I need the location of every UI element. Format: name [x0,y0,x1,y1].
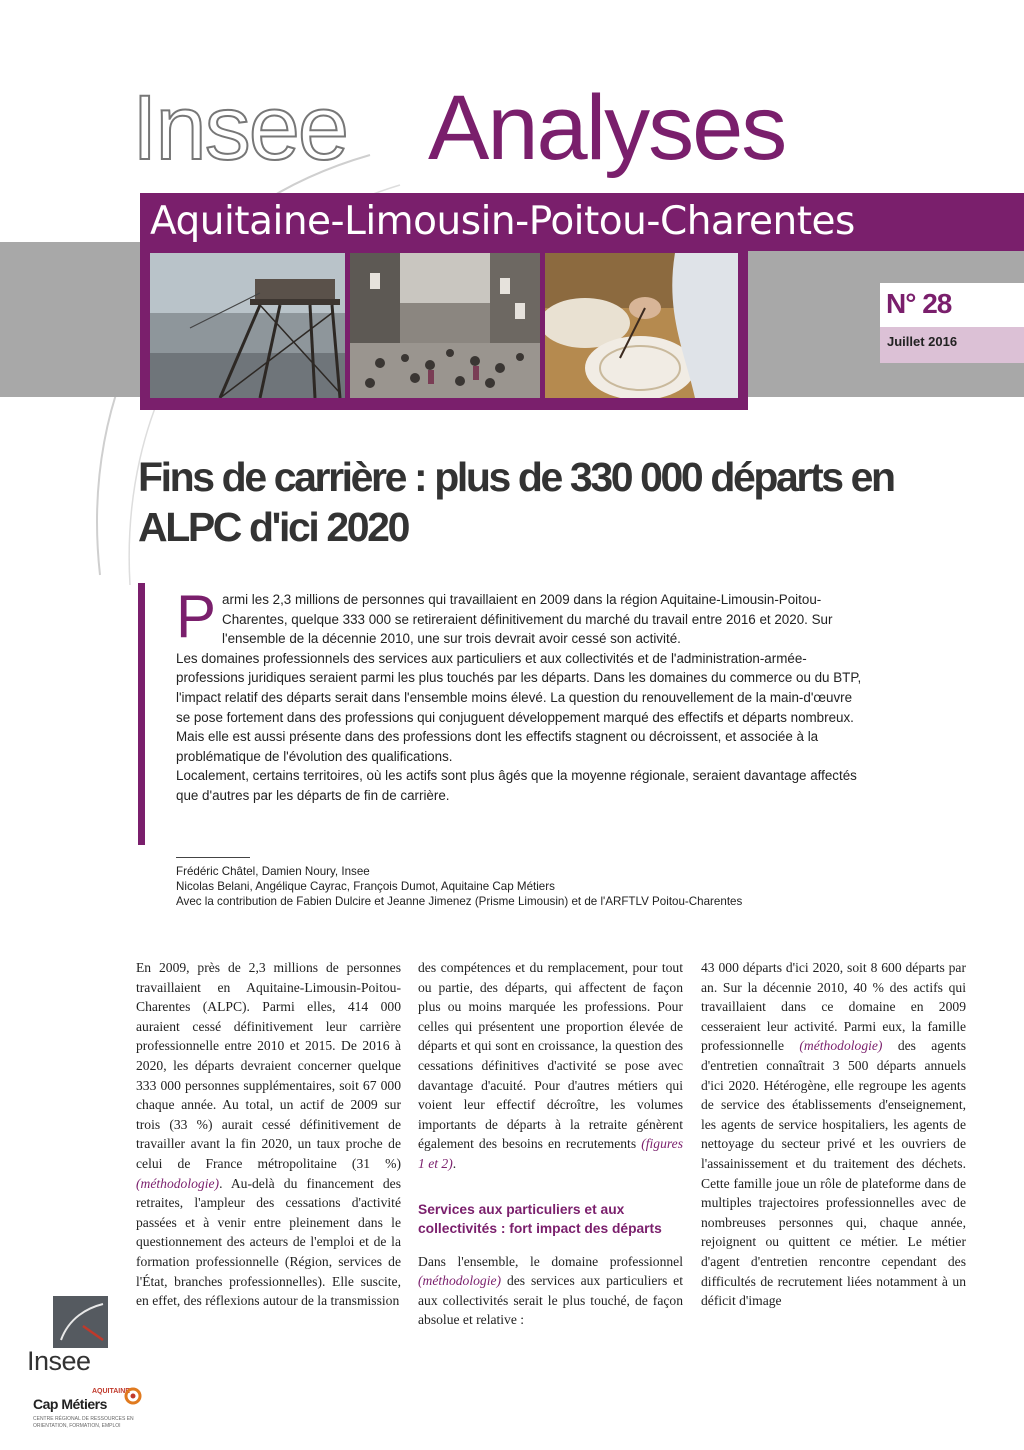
capmetiers-swirl-icon [123,1386,143,1406]
authors-line-1: Frédéric Châtel, Damien Noury, Insee [176,865,370,878]
insee-logo-text: Insee [27,1346,91,1376]
abstract-paragraph-1: armi les 2,3 millions de personnes qui travaillaient en 2009 dans la région Aquitaine-Limousin-Poitou-Charentes, quelque 333 000 se retireraient définitivement du marché du travail entre 2016 et 2020. Sur l'ensemble de la décennie 2010, une sur trois devrait avoir cessé son activité. [222,592,833,647]
region-title: Aquitaine-Limousin-Poitou-Charentes [150,199,855,244]
abstract-paragraph-2: Les domaines professionnels des services aux particuliers et aux collectivités et de l'administration-armée-professions juridiques seraient parmi les plus touchés par les départs. Dans les domaines du commerce ou du BTP, l'impact relatif des départs serait dans l'ensemble moins élevé. La question du renouvellement de la main-d'œuvre se pose fortement dans des professions qui conjuguent développement marqué des effectifs et départs nombreux. Mais elle est aussi présente dans des professions dont les effectifs stagnent ou décroissent, et associée à la problématique de l'évolution des qualifications. [176,650,862,764]
body-column-2 [418,958,683,1330]
methodology-link[interactable]: (méthodologie) [799,1038,883,1054]
col2-text-a: des compétences et du remplacement, pour tout ou partie, des départs, qui affectent de façon plus ou moins marquée les professions. Pour celles qui présentent une proportion élevée de départs et qui sont en croissance, la question des cessations définitives d'activité se pose avec davantage d'acuité. Pour d'autres métiers qui voient leur effectif décroître, les volumes importants de départs à la retraite génèrent également des besoins en recrutements [418,960,683,1152]
methodology-link[interactable]: (méthodologie) [418,1273,502,1289]
section-heading: Services aux particuliers et aux collectivités : fort impact des départs [418,1201,662,1236]
dropcap: P [176,583,217,650]
col3-text-a: 43 000 départs d'ici 2020, soit 8 600 départs par an. Sur la décennie 2010, 40 % des actifs qui travaillaient dans ce domaine en 2009 cesseraient leur activité. Parmi eux, la famille professionnelle [701,960,966,1054]
photo-fishing-hut [150,253,345,398]
body-column-3 [701,958,966,1311]
body-column-1 [136,958,401,1311]
series-title: Analyses [428,77,786,179]
col2-text-c-end: des services aux particuliers et aux collectivités serait le plus touché, de façon absolue et relative : [418,1273,683,1328]
authors-line-2: Nicolas Belani, Angélique Cayrac, François Dumot, Aquitaine Cap Métiers [176,880,555,893]
figures-link[interactable]: (figures 1 et 2) [418,1136,683,1171]
abstract-accent-bar [138,583,145,845]
article-abstract [176,583,866,806]
col1-text-a: En 2009, près de 2,3 millions de personnes travaillaient en Aquitaine-Limousin-Poitou-Charentes (ALPC). Parmi elles, 414 000 auraient cessé définitivement leur carrière professionnelle entre 2010 et 2015. De 2016 à 2020, les départs devraient concerner quelque 333 000 personnes supplémentaires, soit 67 000 chaque année. Au total, un actif de 2009 sur trois (33 %) aurait cessé définitivement de travailler avant la fin 2020, un taux proche de celui de France métropolitaine (31 %) [136,960,401,1171]
photo-city-street [350,253,540,398]
authors-line-3: Avec la contribution de Fabien Dulcire et Jeanne Jimenez (Prisme Limousin) et de l'ARFTLV Poitou-Charentes [176,895,743,908]
col3-text-b: des agents d'entretien connaîtrait 3 500 départs annuels d'ici 2020. Hétérogène, elle regroupe les agents de service des établissements d'enseignement, les agents de service hospitaliers, les agents de nettoyage du secteur privé et les ouvriers de l'assainissement et du traitement des déchets. Cette famille joue un rôle de plateforme dans de multiples trajectoires professionnelles avec de nombreuses personnes qui, chaque année, rejoignent ou quittent ce métier. Le métier d'agent d'entretien rencontre cependant des difficultés de recrutement liées notamment à un déficit d'image [701,1038,966,1309]
issue-date: Juillet 2016 [887,334,958,349]
brand-title: Insee [132,77,348,179]
abstract-paragraph-3: Localement, certains territoires, où les actifs sont plus âgés que la moyenne régionale, seraient davantage affectés que d'autres par les départs de fin de carrière. [176,768,857,803]
capmetiers-logo-text: Cap Métiers [33,1396,107,1412]
insee-logo-icon [53,1296,108,1348]
authors-divider [176,857,250,858]
col2-text-c-start: Dans l'ensemble, le domaine professionnel [418,1253,683,1269]
col1-text-b: . Au-delà du financement des retraites, l'ampleur des cessations d'activité passées et à venir entre pleinement dans le questionnement des acteurs de l'emploi et de la formation professionnelle (Région, services de l'État, branches professionnelles). Elle suscite, en effet, des réflexions autour de la transmission [136,1175,401,1309]
capmetiers-tagline: CENTRE RÉGIONAL DE RESSOURCES EN ORIENTATION, FORMATION, EMPLOI [33,1416,134,1429]
photo-porcelain-artisan [545,253,738,398]
capmetiers-region: AQUITAINE [92,1388,130,1395]
article-headline: Fins de carrière : plus de 330 000 départs en ALPC d'ici 2020 [138,454,894,551]
authors-block [176,864,936,909]
col2-text-b: . [452,1155,457,1171]
methodology-link[interactable]: (méthodologie) [136,1175,220,1191]
issue-number: N° 28 [886,288,952,319]
